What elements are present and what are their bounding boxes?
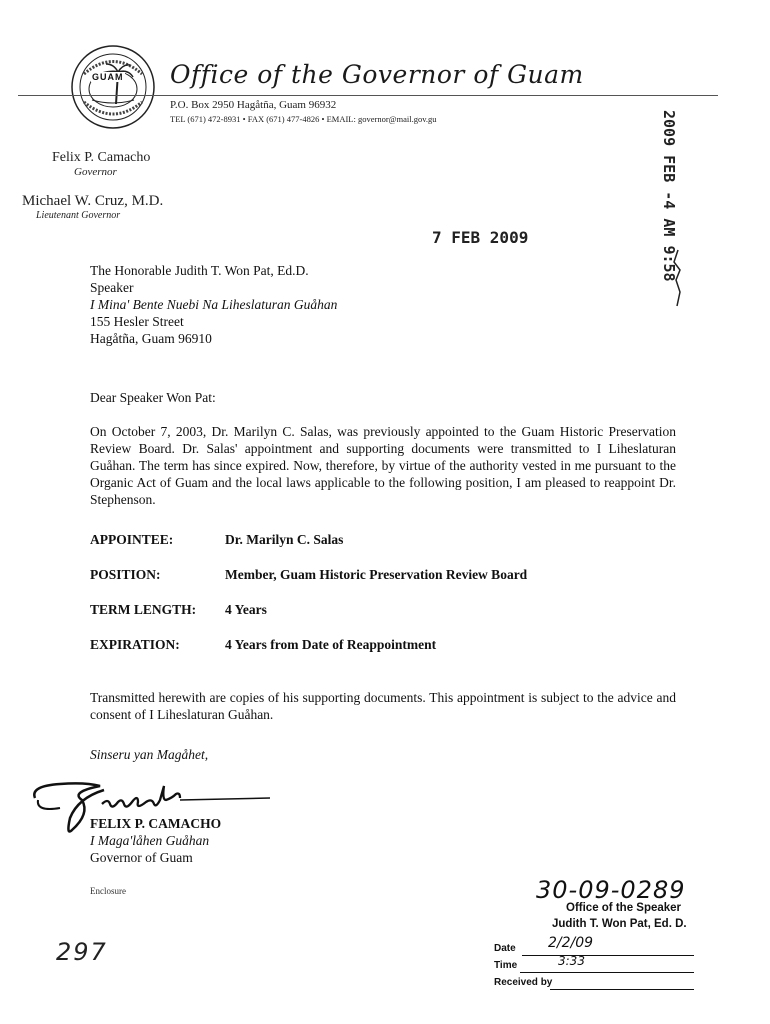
recipient-name: The Honorable Judith T. Won Pat, Ed.D. — [90, 263, 309, 278]
governor-seal-icon — [70, 44, 156, 130]
governor-name: Felix P. Camacho — [52, 150, 151, 165]
received-stamp-text: 2009 FEB -4 AM 9:58 — [660, 110, 678, 282]
recipient-title: Speaker — [90, 280, 134, 295]
signer-title-english: Governor of Guam — [90, 850, 193, 865]
received-stamp — [648, 100, 698, 330]
closing: Sinseru yan Magåhet, — [90, 747, 209, 762]
recipient-city: Hagåtña, Guam 96910 — [90, 331, 212, 346]
receipt-number: 30-09-0289 — [536, 876, 686, 904]
seal-text: GUAM — [92, 72, 124, 82]
receipt-time-value: 3:33 — [558, 954, 585, 968]
office-contact: TEL (671) 472-8931 • FAX (671) 477-4826 • EMAIL: governor@mail.gov.gu — [170, 114, 437, 124]
recipient-legislature: I Mina' Bente Nuebi Na Liheslaturan Guåhan — [90, 297, 338, 312]
header-rule — [18, 95, 718, 96]
appointee-value: Dr. Marilyn C. Salas — [225, 532, 344, 547]
lt-governor-name: Michael W. Cruz, M.D. — [22, 193, 164, 209]
expiration-value: 4 Years from Date of Reappointment — [225, 637, 437, 652]
office-title: Office of the Governor of Guam — [170, 60, 584, 89]
salutation: Dear Speaker Won Pat: — [90, 390, 216, 405]
receipt-time-label: Time — [494, 960, 518, 971]
governor-title: Governor — [74, 166, 117, 178]
receipt-received-label: Received by — [494, 977, 553, 988]
recipient-address — [90, 262, 337, 347]
position-label: POSITION: — [90, 567, 161, 582]
lt-governor-title: Lieutenant Governor — [36, 210, 121, 221]
position-value: Member, Guam Historic Preservation Review Board — [225, 567, 528, 582]
receipt-date-value: 2/2/09 — [548, 935, 594, 951]
term-length-value: 4 Years — [225, 602, 267, 617]
body-paragraph: On October 7, 2003, Dr. Marilyn C. Salas, was previously appointed to the Guam Historic Preservation Review Board. Dr. Salas' appointment and supporting documents were transmitted to I Liheslaturan Guåhan. The term has since expired. Now, therefore, by virtue of the authority vested in me pursuant to the Organic Act of Guam and the local laws applicable to the following position, I am pleased to reappoint Dr. Stephenson. — [90, 424, 676, 507]
signer-name: FELIX P. CAMACHO — [90, 816, 222, 831]
expiration-label: EXPIRATION: — [90, 637, 180, 652]
handwritten-page-number: 297 — [56, 938, 108, 966]
signer-title-chamorro: I Maga'låhen Guåhan — [90, 833, 210, 848]
appointee-label: APPOINTEE: — [90, 532, 174, 547]
receipt-office: Office of the Speaker — [566, 902, 682, 914]
receipt-speaker-name: Judith T. Won Pat, Ed. D. — [552, 918, 687, 930]
transmittal-paragraph: Transmitted herewith are copies of his supporting documents. This appointment is subject to the advice and consent of I Liheslaturan Guåhan. — [90, 690, 676, 722]
enclosure-note: Enclosure — [90, 886, 126, 896]
term-length-label: TERM LENGTH: — [90, 602, 197, 617]
date-stamp: 7 FEB 2009 — [432, 228, 529, 247]
office-address: P.O. Box 2950 Hagåtña, Guam 96932 — [170, 99, 337, 111]
recipient-street: 155 Hesler Street — [90, 314, 184, 329]
receipt-date-label: Date — [494, 943, 516, 954]
